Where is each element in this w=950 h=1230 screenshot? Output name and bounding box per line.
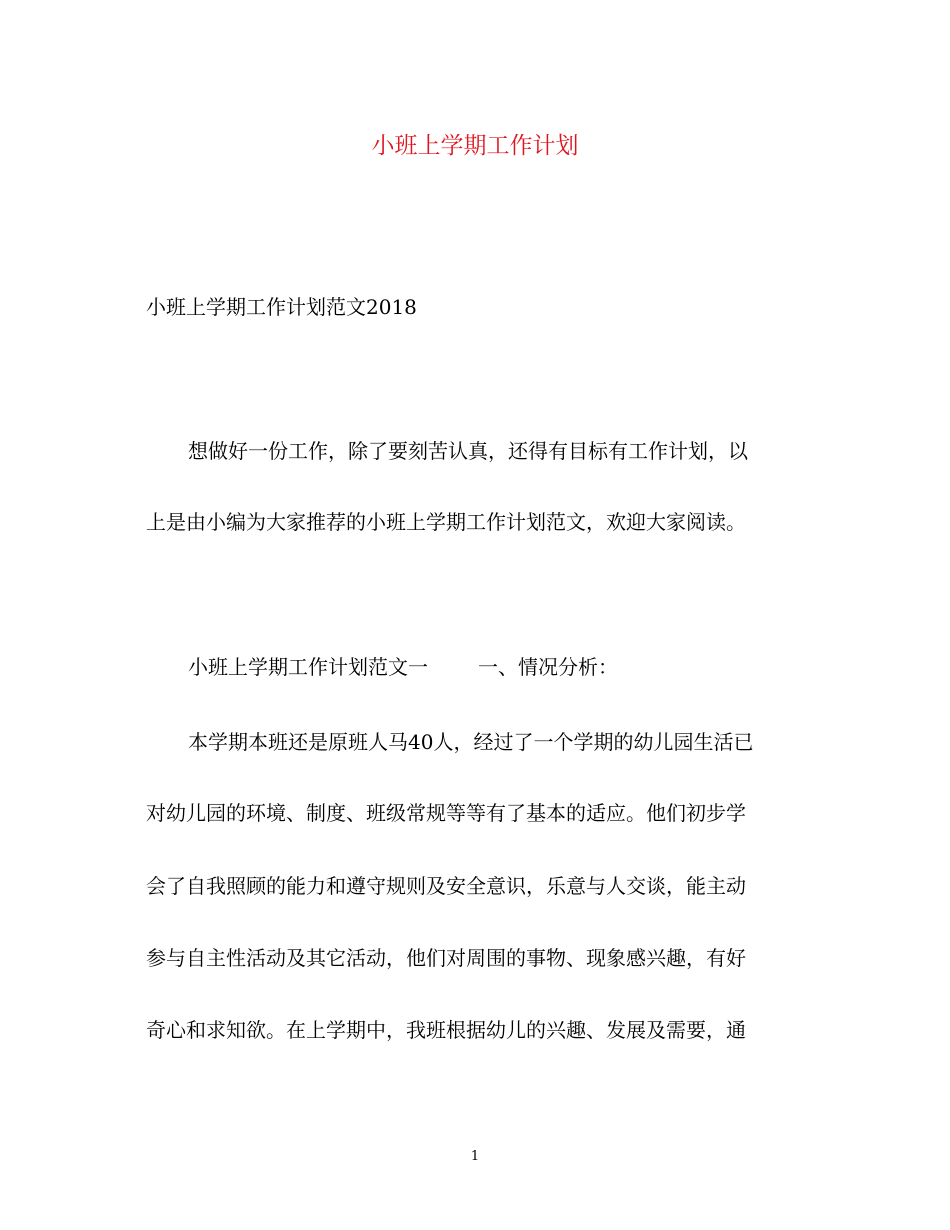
body-line-3: 会了自我照顾的能力和遵守规则及安全意识，乐意与人交谈，能主动 bbox=[146, 874, 746, 898]
intro-line-1: 想做好一份工作，除了要刻苦认真，还得有目标有工作计划，以 bbox=[188, 439, 748, 463]
section-heading bbox=[188, 652, 618, 682]
body-line-5: 奇心和求知欲。在上学期中，我班根据幼儿的兴趣、发展及需要，通 bbox=[146, 1018, 746, 1042]
section-heading-title: 小班上学期工作计划范文一 bbox=[188, 655, 428, 679]
body-line-1: 本学期本班还是原班人马40人，经过了一个学期的幼儿园生活已 bbox=[188, 730, 754, 754]
intro-line-2: 上是由小编为大家推荐的小班上学期工作计划范文，欢迎大家阅读。 bbox=[146, 510, 746, 534]
page-number: 1 bbox=[470, 1149, 480, 1164]
document-title: 小班上学期工作计划 bbox=[371, 133, 579, 159]
section-heading-subtitle: 一、情况分析： bbox=[478, 655, 618, 679]
body-line-4: 参与自主性活动及其它活动，他们对周围的事物、现象感兴趣，有好 bbox=[146, 946, 746, 970]
body-line-2: 对幼儿园的环境、制度、班级常规等等有了基本的适应。他们初步学 bbox=[146, 801, 746, 825]
document-subtitle: 小班上学期工作计划范文2018 bbox=[146, 295, 417, 319]
